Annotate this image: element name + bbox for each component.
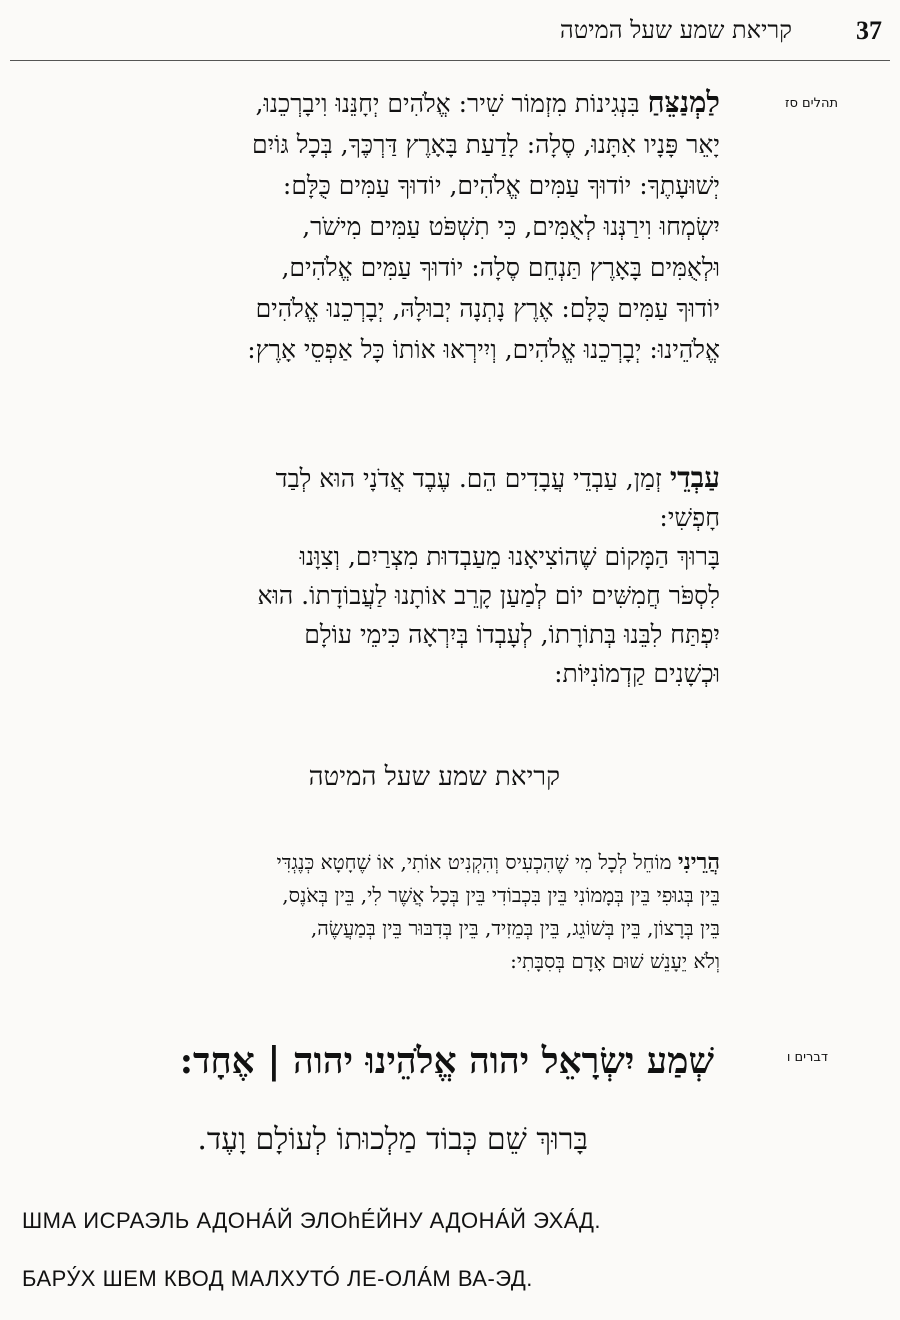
hareini-line-2: בֵּין בְּגוּפִי בֵּין בְּמָמוֹנִי בֵּין בִּכְבוֹדִי בֵּין בְּכָל אֲשֶׁר לִי, בֵּין בְּאֹנֶס,	[282, 883, 720, 907]
transliteration-baruch: БАРУ́Х ШЕМ КВОД МАЛХУТО́ ЛЕ-ОЛА́М ВА-ЭД.	[22, 1266, 533, 1291]
psalm-67-paragraph	[247, 82, 720, 370]
avdei-line-text: זְמַן, עַבְדֵי עֲבָדִים הֵם. עֶבֶד אֲדֹנָי הוּא לְבַד	[275, 464, 662, 493]
shema-verse: שְׁמַע יִשְׂרָאֵל יהוה אֱלֹהֵינוּ יהוה | אֶחָד:	[179, 1040, 714, 1082]
hareini-line-3: בֵּין בְּרָצוֹן, בֵּין בְּשׁוֹגֵג, בֵּין בְּמֵזִיד, בֵּין בְּדִבּוּר בֵּין בְּמַעֲשֶׂה,	[310, 916, 720, 940]
baruch-shem-verse: בָּרוּךְ שֵׁם כְּבוֹד מַלְכוּתוֹ לְעוֹלָם וָעֶד.	[197, 1122, 588, 1157]
hareini-opening-word: הֲרֵינִי	[677, 849, 720, 875]
shema-margin-note: דברים ו	[786, 1050, 828, 1065]
avdei-zman-paragraph	[257, 458, 720, 693]
avdei-line-6: וּכְשָׁנִים קַדְמוֹנִיּוֹת:	[554, 659, 720, 688]
page-number: 37	[856, 16, 882, 45]
psalm-line-6: יוֹדוּךָ עַמִּים כֻּלָּם: אֶרֶץ נָתְנָה יְבוּלָהּ, יְבָרְכֵנוּ אֱלֹהִים	[255, 294, 720, 323]
hareini-paragraph	[276, 846, 720, 978]
avdei-line-2: חָפְשִׁי:	[659, 503, 720, 532]
psalm-line-4: יִשְׂמְחוּ וִירַנְּנוּ לְאֻמִּים, כִּי תִשְׁפֹּט עַמִּים מִישֹׁר,	[302, 212, 720, 241]
psalm-line-text: בִּנְגִינוֹת מִזְמוֹר שִׁיר: אֱלֹהִים יְחָנֵּנוּ וִיבָרְכֵנוּ,	[255, 89, 640, 118]
avdei-line-1	[257, 458, 720, 498]
psalm-line-3: יְשׁוּעָתֶךָ: יוֹדוּךָ עַמִּים אֱלֹהִים, יוֹדוּךָ עַמִּים כֻּלָּם:	[282, 171, 720, 200]
running-head: קריאת שמע שעל המיטה	[559, 16, 792, 44]
section-heading: קריאת שמע שעל המיטה	[308, 762, 560, 792]
psalm-margin-note: תהלים סז	[784, 96, 838, 111]
header-rule	[10, 60, 890, 61]
avdei-opening-word: עַבְדֵי	[669, 461, 720, 494]
psalm-line-5: וּלְאֻמִּים בָּאָרֶץ תַּנְחֵם סֶלָה: יוֹדוּךָ עַמִּים אֱלֹהִים,	[281, 253, 720, 282]
avdei-line-4: לִסְפֹּר חֲמִשִּׁים יוֹם לְמַעַן קָרֵב אוֹתָנוּ לַעֲבוֹדָתוֹ. הוּא	[257, 581, 720, 610]
transliteration-shema: ШМА ИСРАЭЛЬ АДОНА́Й ЭЛОһЕ́ЙНУ АДОНА́Й ЭХА́Д.	[22, 1208, 601, 1233]
hareini-line-1	[276, 846, 720, 879]
avdei-line-5: יִפְתַּח לִבֵּנוּ בְּתוֹרָתוֹ, לְעָבְדוֹ בְּיִרְאָה כִּימֵי עוֹלָם	[304, 620, 720, 649]
hareini-line-text: מוֹחֵל לְכָל מִי שֶׁהִכְעִיס וְהִקְנִיט אוֹתִי, אוֹ שֶׁחָטָא כְּנֶגְדִּי	[276, 850, 672, 874]
psalm-line-7: אֱלֹהֵינוּ: יְבָרְכֵנוּ אֱלֹהִים, וְיִירְאוּ אוֹתוֹ כָּל אַפְסֵי אָרֶץ:	[247, 335, 720, 364]
psalm-line-1	[247, 82, 720, 124]
psalm-line-2: יָאֵר פָּנָיו אִתָּנוּ, סֶלָה: לָדַעַת בָּאָרֶץ דַּרְכֶּךָ, בְּכָל גּוֹיִם	[251, 130, 720, 159]
hareini-line-4: וְלֹא יֵעָנֵשׁ שׁוּם אָדָם בְּסִבָּתִי:	[510, 949, 720, 973]
avdei-line-3: בָּרוּךְ הַמָּקוֹם שֶׁהוֹצִיאָנוּ מֵעַבְדוּת מִצְרַיִם, וְצִוָּנוּ	[299, 542, 720, 571]
psalm-opening-word: לַמְנַצֵּחַ	[647, 85, 720, 119]
